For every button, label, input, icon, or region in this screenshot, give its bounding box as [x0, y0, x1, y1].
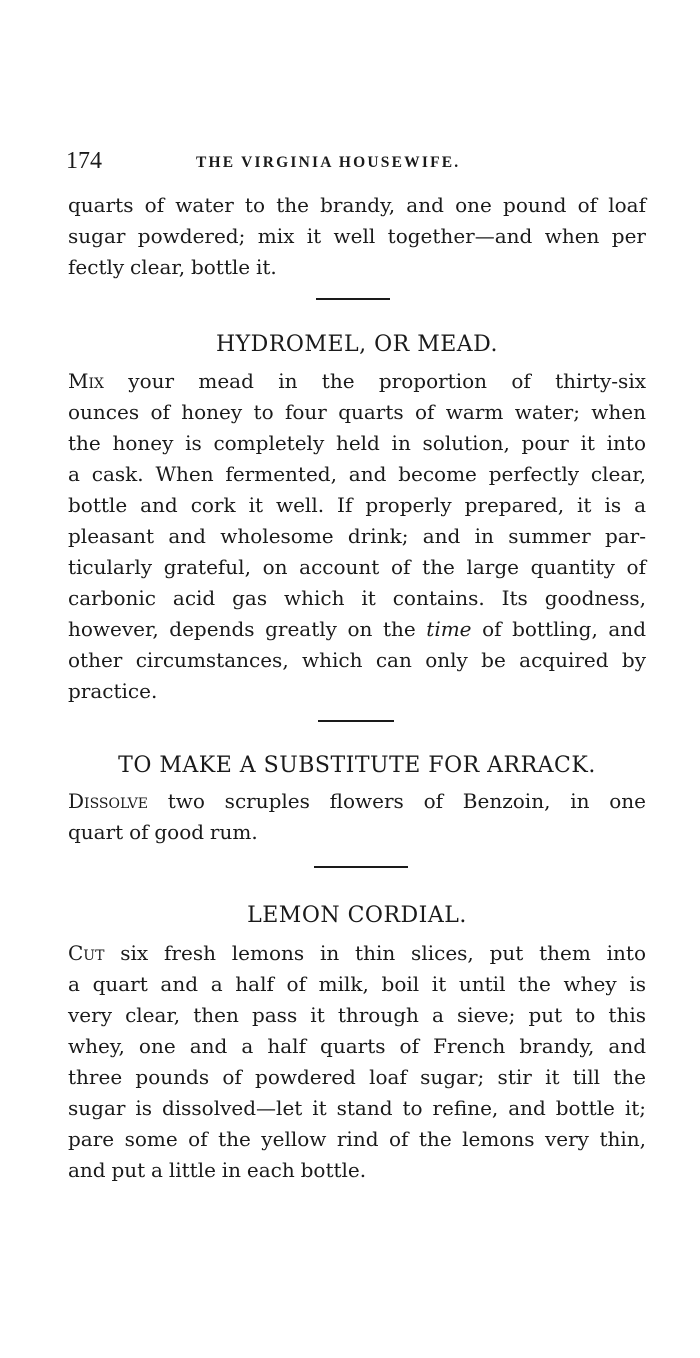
text-line: the honey is completely held in solution, pour it into	[68, 431, 646, 455]
paragraph-arrack	[68, 786, 646, 848]
running-title: THE VIRGINIA HOUSEWIFE.	[196, 154, 461, 171]
section-heading-arrack: TO MAKE A SUBSTITUTE FOR ARRACK.	[118, 753, 596, 778]
text-line: a quart and a half of milk, boil it until the whey is	[68, 972, 646, 996]
text-line: ticularly grateful, on account of the large quantity of	[68, 555, 646, 579]
lead-word: Cut	[68, 941, 105, 965]
text-line: whey, one and a half quarts of French brandy, and	[68, 1034, 646, 1058]
running-head	[66, 148, 646, 178]
italic-word: time	[426, 617, 472, 641]
section-divider	[316, 298, 390, 300]
section-heading-lemon-cordial: LEMON CORDIAL.	[247, 903, 467, 928]
text-line: fectly clear, bottle it.	[68, 255, 277, 279]
text-line: a cask. When fermented, and become perfectly clear,	[68, 462, 646, 486]
text-line: ounces of honey to four quarts of warm water; when	[68, 400, 646, 424]
paragraph-hydromel	[68, 366, 646, 707]
text-line: quarts of water to the brandy, and one pound of loaf	[68, 193, 646, 217]
text-line: Cut six fresh lemons in thin slices, put them into	[68, 941, 646, 965]
text-line: sugar powdered; mix it well together—and when per	[68, 224, 646, 248]
continuation-paragraph	[68, 190, 646, 283]
text-line: carbonic acid gas which it contains. Its goodness,	[68, 586, 646, 610]
text-line: very clear, then pass it through a sieve; put to this	[68, 1003, 646, 1027]
section-heading-hydromel: HYDROMEL, OR MEAD.	[215, 332, 499, 357]
text-line: Dissolve two scruples flowers of Benzoin, in one	[68, 789, 646, 813]
lead-word: Dissolve	[68, 789, 148, 813]
text-line: however, depends greatly on the time of bottling, and	[68, 617, 646, 641]
text-line: sugar is dissolved—let it stand to refine, and bottle it;	[68, 1096, 646, 1120]
paragraph-lemon-cordial	[68, 938, 646, 1186]
lead-word: Mix	[68, 369, 104, 393]
text-line: practice.	[68, 679, 158, 703]
text-line: Mix your mead in the proportion of thirty-six	[68, 369, 646, 393]
text-line: pleasant and wholesome drink; and in summer par-	[68, 524, 646, 548]
section-divider	[318, 720, 394, 722]
text-line: and put a little in each bottle.	[68, 1158, 367, 1182]
text-line: quart of good rum.	[68, 820, 258, 844]
section-divider	[314, 866, 408, 868]
text-line: three pounds of powdered loaf sugar; stir it till the	[68, 1065, 646, 1089]
page-number: 174	[66, 148, 102, 174]
text-line: bottle and cork it well. If properly prepared, it is a	[68, 493, 646, 517]
text-line: other circumstances, which can only be acquired by	[68, 648, 646, 672]
text-line: pare some of the yellow rind of the lemons very thin,	[68, 1127, 646, 1151]
